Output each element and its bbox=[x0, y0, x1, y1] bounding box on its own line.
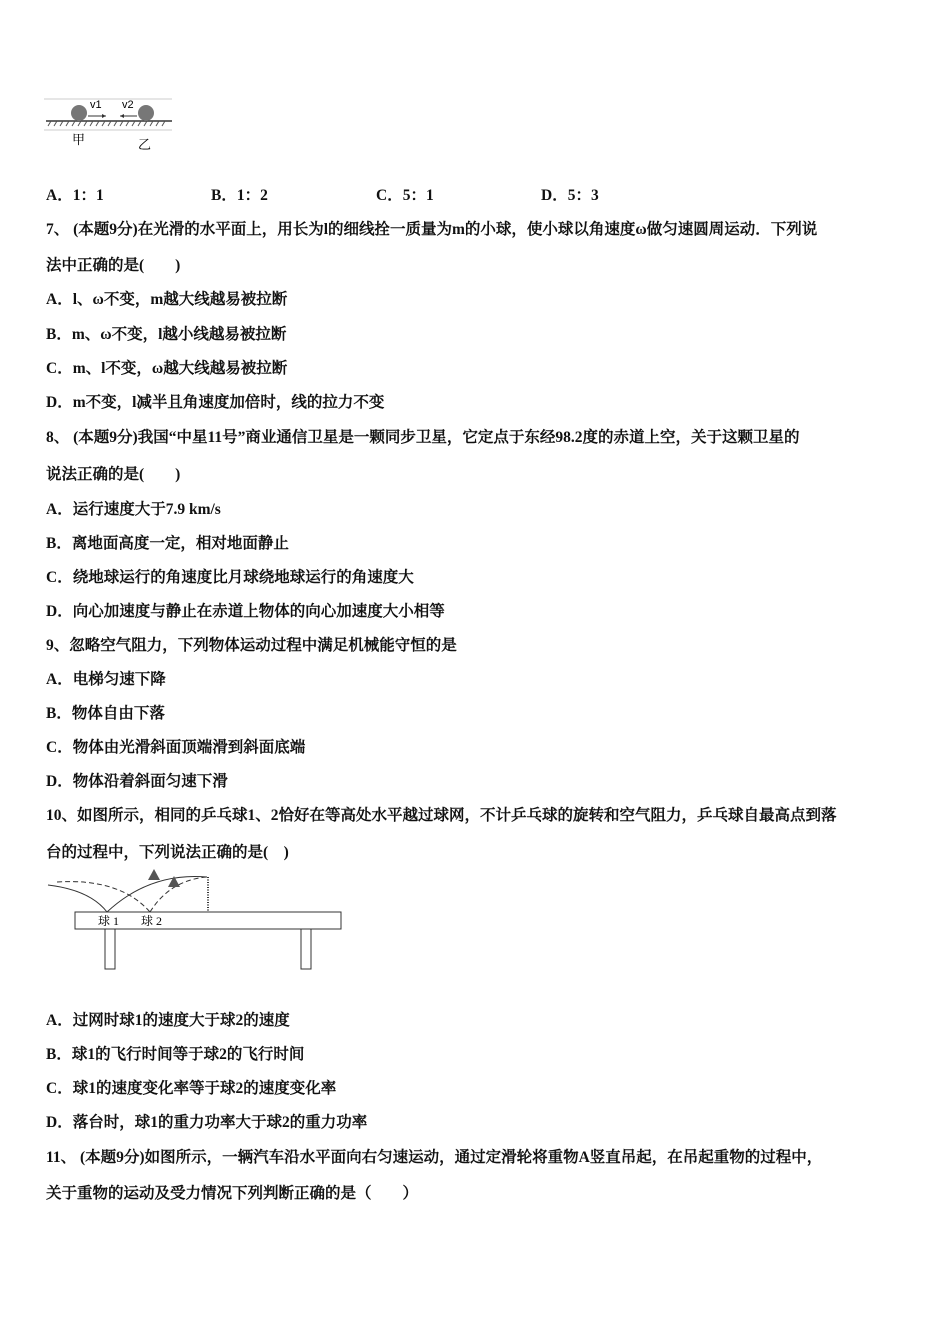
q11-stem-cont: 关于重物的运动及受力情况下列判断正确的是（ ） bbox=[46, 1185, 419, 1202]
q7-option-b[interactable]: B．m、ω不变，l越小线越易被拉断 bbox=[46, 326, 287, 343]
q10-stem: 10、如图所示，相同的乒乓球1、2恰好在等高处水平越过球网，不计乒乓球的旋转和空气阻力，乒乓球自最高点到落 bbox=[46, 807, 837, 824]
v2-label: v2 bbox=[122, 99, 134, 111]
q6-option-b[interactable]: B．1：2 bbox=[211, 187, 268, 204]
v1-label: v1 bbox=[90, 99, 102, 111]
q7-option-a[interactable]: A．l、ω不变，m越大线越易被拉断 bbox=[46, 291, 288, 308]
q10-option-d[interactable]: D．落台时，球1的重力功率大于球2的重力功率 bbox=[46, 1114, 368, 1131]
q9-stem: 9、忽略空气阻力，下列物体运动过程中满足机械能守恒的是 bbox=[46, 637, 457, 654]
ping-pong-figure bbox=[40, 860, 360, 975]
q9-option-a[interactable]: A．电梯匀速下降 bbox=[46, 671, 166, 688]
q6-option-a[interactable]: A．1：1 bbox=[46, 187, 104, 204]
q9-option-b[interactable]: B．物体自由下落 bbox=[46, 705, 165, 722]
q8-option-d[interactable]: D．向心加速度与静止在赤道上物体的向心加速度大小相等 bbox=[46, 603, 445, 620]
q7-option-d[interactable]: D．m不变，l减半且角速度加倍时，线的拉力不变 bbox=[46, 394, 385, 411]
ball-yi bbox=[138, 105, 154, 121]
q8-stem-cont: 说法正确的是( ) bbox=[46, 466, 181, 483]
q10-option-a[interactable]: A．过网时球1的速度大于球2的速度 bbox=[46, 1012, 290, 1029]
q7-stem-cont: 法中正确的是( ) bbox=[46, 257, 181, 274]
q9-option-c[interactable]: C．物体由光滑斜面顶端滑到斜面底端 bbox=[46, 739, 306, 756]
q8-stem: 8、 (本题9分)我国“中星11号”商业通信卫星是一颗同步卫星，它定点于东经98.2度的赤道上空，关于这颗卫星的 bbox=[46, 429, 800, 446]
q9-option-d[interactable]: D．物体沿着斜面匀速下滑 bbox=[46, 773, 228, 790]
ball2-label: 球 2 bbox=[141, 914, 163, 928]
q8-option-b[interactable]: B．离地面高度一定，相对地面静止 bbox=[46, 535, 289, 552]
collision-figure bbox=[44, 96, 184, 156]
q10-option-c[interactable]: C．球1的速度变化率等于球2的速度变化率 bbox=[46, 1080, 337, 1097]
ball-jia bbox=[71, 105, 87, 121]
q8-option-a[interactable]: A．运行速度大于7.9 km/s bbox=[46, 501, 221, 518]
q7-option-c[interactable]: C．m、l不变，ω越大线越易被拉断 bbox=[46, 360, 288, 377]
label-jia: 甲 bbox=[72, 132, 86, 147]
q6-option-c[interactable]: C．5：1 bbox=[376, 187, 434, 204]
q10-option-b[interactable]: B．球1的飞行时间等于球2的飞行时间 bbox=[46, 1046, 305, 1063]
q7-stem: 7、 (本题9分)在光滑的水平面上，用长为l的细线拴一质量为m的小球，使小球以角速度ω做匀速圆周运动．下列说 bbox=[46, 221, 818, 238]
label-yi: 乙 bbox=[138, 137, 152, 152]
q6-option-d[interactable]: D．5：3 bbox=[541, 187, 599, 204]
ball1-label: 球 1 bbox=[98, 914, 120, 928]
q11-stem: 11、 (本题9分)如图所示，一辆汽车沿水平面向右匀速运动，通过定滑轮将重物A竖直吊起，在吊起重物的过程中， bbox=[46, 1149, 823, 1166]
q10-stem-cont: 台的过程中，下列说法正确的是( ) bbox=[46, 844, 289, 861]
q8-option-c[interactable]: C．绕地球运行的角速度比月球绕地球运行的角速度大 bbox=[46, 569, 414, 586]
